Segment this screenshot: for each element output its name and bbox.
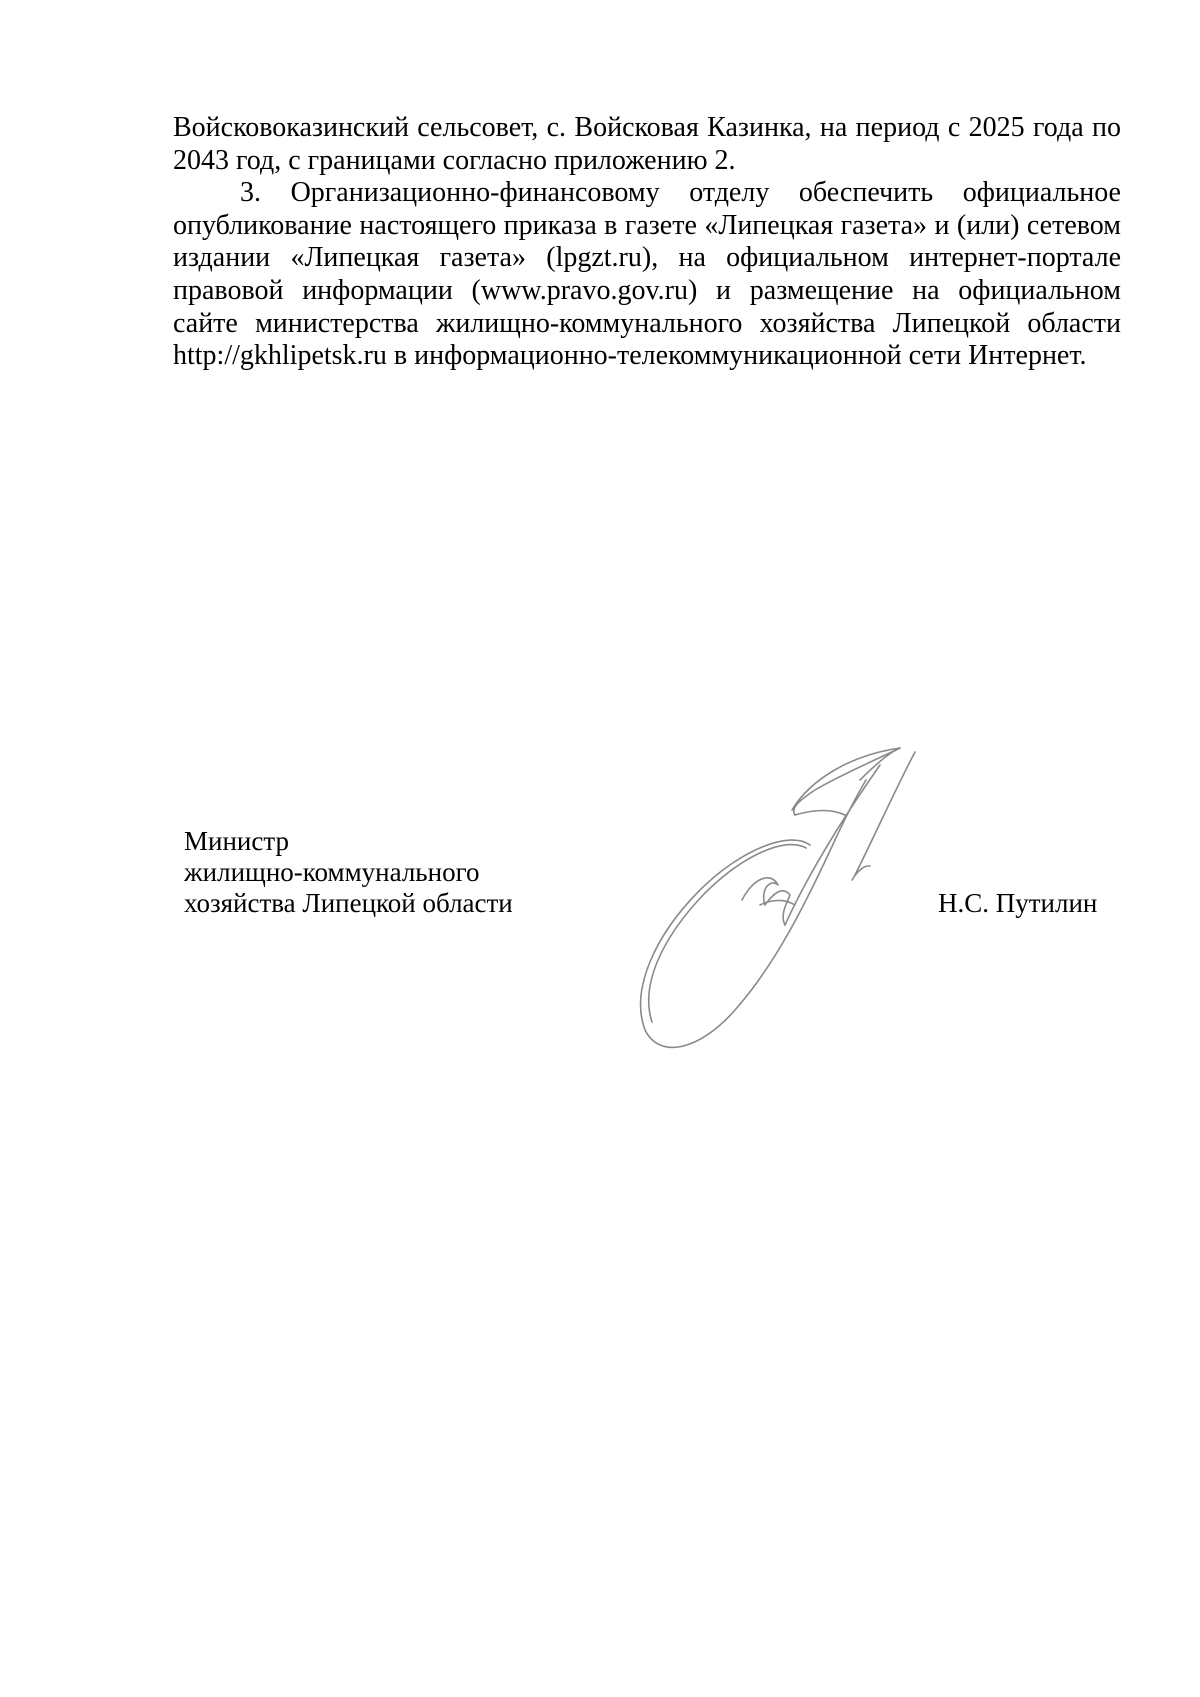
position-line-3: хозяйства Липецкой области: [184, 888, 513, 918]
paragraph-continuation: Войсковоказинский сельсовет, с. Войсковая Казинка, на период с 2025 года по 2043 год, с границами согласно приложению 2.: [173, 112, 1121, 176]
position-line-2: жилищно-коммунального: [184, 857, 480, 887]
signatory-name: Н.С. Путилин: [938, 888, 1098, 918]
position-line-1: Министр: [184, 826, 289, 856]
paragraph-item-3: 3. Организационно-финансовому отделу обеспечить официальное опубликование настоящего приказа в газете «Липецкая газета» и (или) сетевом издании «Липецкая газета» (lpgzt.ru), на официальном интернет-портале правовой информации (www.pravo.gov.ru) и размещение на официальном сайте министерства жилищно-коммунального хозяйства Липецкой области http://gkhlipetsk.ru в информационно-телекоммуникационной сети Интернет.: [173, 177, 1121, 372]
